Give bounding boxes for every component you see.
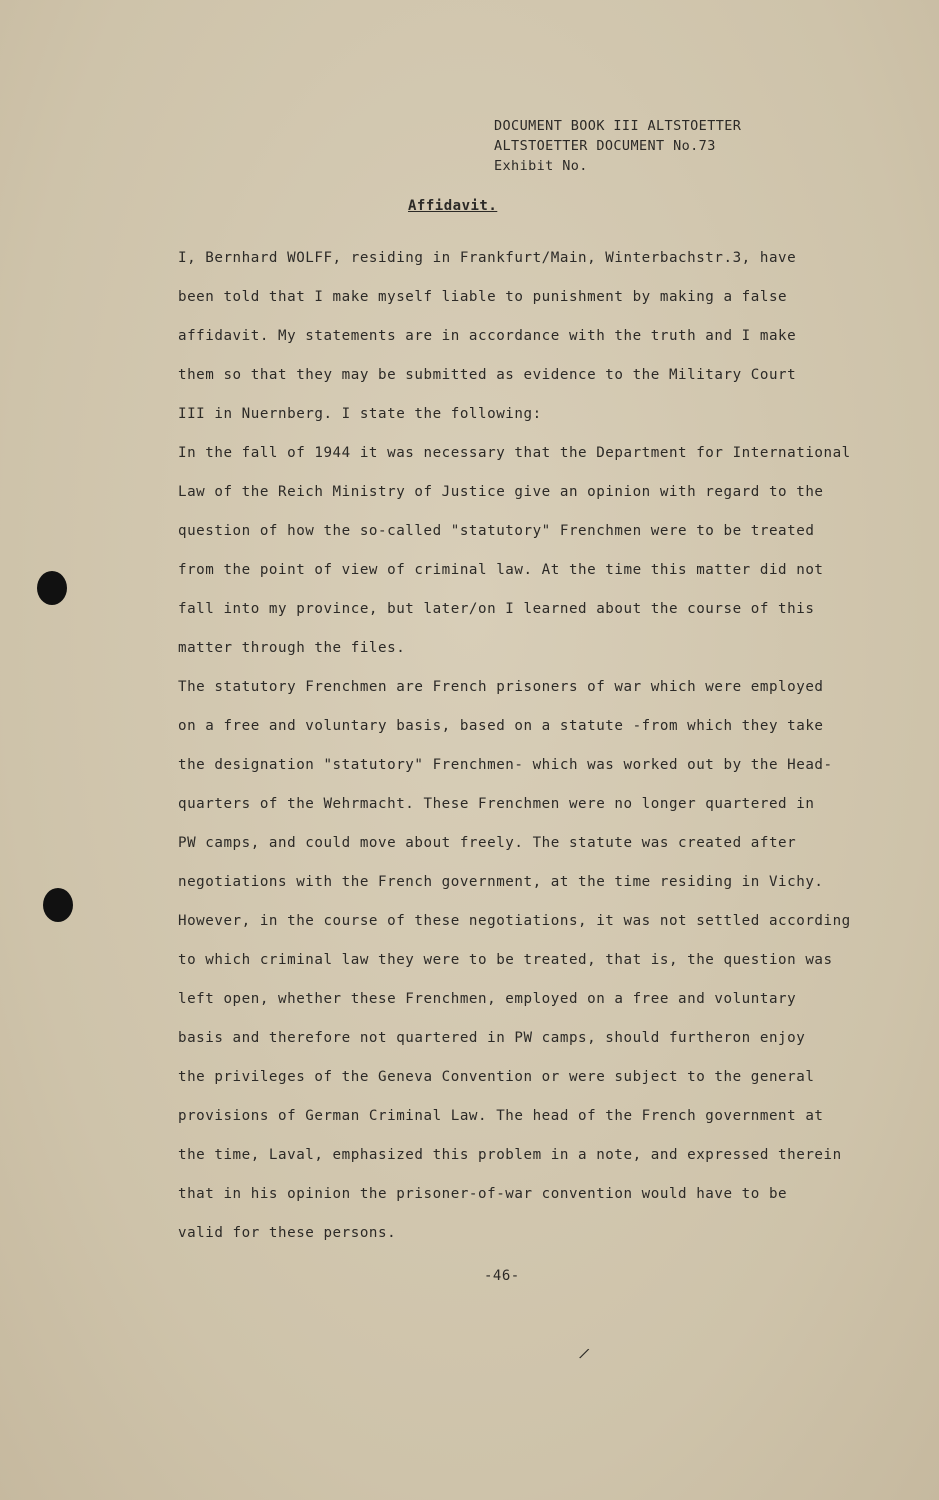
punch-hole-top	[37, 571, 67, 605]
text-line: However, in the course of these negotiations, it was not settled according	[178, 913, 851, 929]
page-number: -46-	[484, 1268, 520, 1284]
text-line: the privileges of the Geneva Convention or were subject to the general	[178, 1069, 815, 1085]
text-line: from the point of view of criminal law. At the time this matter did not	[178, 562, 824, 578]
text-line: been told that I make myself liable to punishment by making a false	[178, 289, 788, 305]
text-line: III in Nuernberg. I state the following:	[178, 406, 542, 422]
text-line: matter through the files.	[178, 640, 406, 656]
text-line: provisions of German Criminal Law. The head of the French government at	[178, 1108, 824, 1124]
text-line: left open, whether these Frenchmen, employed on a free and voluntary	[178, 991, 797, 1007]
header-line-3: Exhibit No.	[494, 158, 588, 174]
text-line: on a free and voluntary basis, based on a statute -from which they take	[178, 718, 824, 734]
text-line: that in his opinion the prisoner-of-war convention would have to be	[178, 1186, 788, 1202]
text-line: to which criminal law they were to be treated, that is, the question was	[178, 952, 833, 968]
text-line: negotiations with the French government, at the time residing in Vichy.	[178, 874, 824, 890]
affidavit-body	[178, 230, 908, 1244]
text-line: question of how the so-called "statutory" Frenchmen were to be treated	[178, 523, 815, 539]
header-line-1: DOCUMENT BOOK III ALTSTOETTER	[494, 118, 742, 134]
document-header	[494, 116, 741, 176]
pencil-mark: /	[577, 1345, 591, 1363]
text-line: valid for these persons.	[178, 1225, 397, 1241]
text-line: the designation "statutory" Frenchmen- which was worked out by the Head-	[178, 757, 833, 773]
text-line: PW camps, and could move about freely. The statute was created after	[178, 835, 797, 851]
text-line: Law of the Reich Ministry of Justice give an opinion with regard to the	[178, 484, 824, 500]
header-line-2: ALTSTOETTER DOCUMENT No.73	[494, 138, 716, 154]
punch-hole-bottom	[43, 888, 73, 922]
text-line: affidavit. My statements are in accordance with the truth and I make	[178, 328, 797, 344]
text-line: quarters of the Wehrmacht. These Frenchmen were no longer quartered in	[178, 796, 815, 812]
text-line: I, Bernhard WOLFF, residing in Frankfurt/Main, Winterbachstr.3, have	[178, 250, 797, 266]
text-line: fall into my province, but later/on I learned about the course of this	[178, 601, 815, 617]
text-line: In the fall of 1944 it was necessary that the Department for International	[178, 445, 851, 461]
text-line: the time, Laval, emphasized this problem in a note, and expressed therein	[178, 1147, 842, 1163]
text-line: The statutory Frenchmen are French prisoners of war which were employed	[178, 679, 824, 695]
document-title: Affidavit.	[408, 198, 498, 214]
text-line: them so that they may be submitted as evidence to the Military Court	[178, 367, 797, 383]
text-line: basis and therefore not quartered in PW camps, should furtheron enjoy	[178, 1030, 806, 1046]
